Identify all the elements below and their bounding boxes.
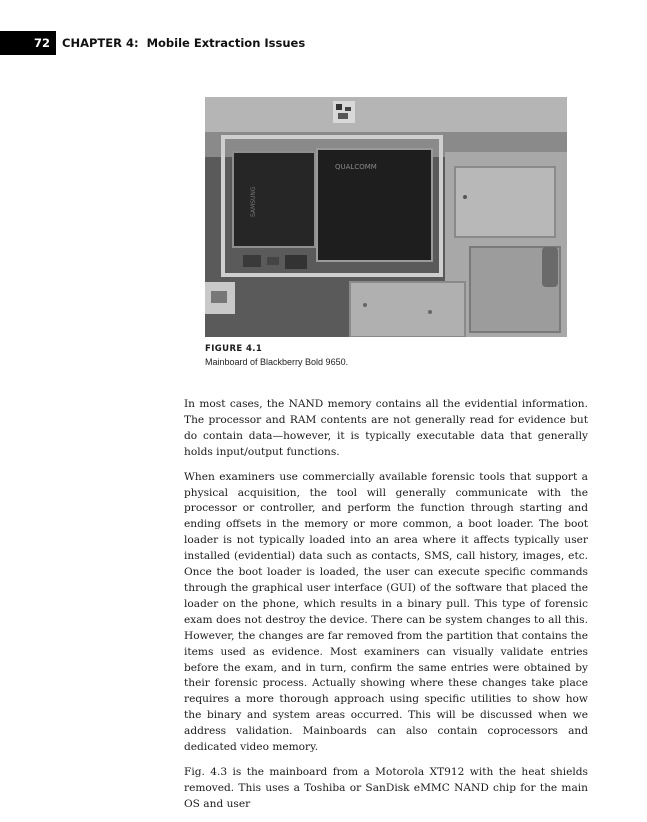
page-number: 72: [0, 31, 56, 55]
chip-label-samsung: SAMSUNG: [250, 186, 257, 217]
figure-label: FIGURE 4.1: [205, 344, 263, 354]
paragraph: Fig. 4.3 is the mainboard from a Motorola XT912 with the heat shields removed. This uses a Toshiba or SanDisk eMMC NAND chip for the main OS and user: [184, 765, 588, 810]
running-header: [62, 31, 305, 55]
body-text: [184, 397, 588, 822]
paragraph: When examiners use commercially available forensic tools that support a physical acquisition, the tool will generally communicate with the processor or controller, and perform the function through starting and ending offsets in the memory or more common, a boot loader. The boot loader is not typically loaded into an area where it affects typically user installed (evidential) data such as contacts, SMS, call history, images, etc. Once the boot loader is loaded, the user can execute specific commands through the graphical user interface (GUI) of the software that placed the loader on the phone, which results in a binary pull. This type of forensic exam does not destroy the device. There can be system changes to all this. However, the changes are far removed from the partition that contains the items used as evidence. Most examiners can visually validate entries before the exam, and in turn, confirm the same entries were obtained by their forensic process. Actually showing where these changes take place requires a more thorough approach using specific utilities to show how the binary and system areas occurred. This will be discussed when we address validation. Mainboards can also contain coprocessors and dedicated video memory.: [184, 470, 588, 754]
chapter-title: Mobile Extraction Issues: [146, 36, 306, 50]
chapter-number: CHAPTER 4:: [62, 36, 139, 50]
mainboard-photo: [205, 97, 567, 337]
paragraph: In most cases, the NAND memory contains all the evidential information. The processor and RAM contents are not generally read for evidence but do contain data—however, it is typically executable data that generally holds input/output functions.: [184, 398, 588, 458]
figure-caption: Mainboard of Blackberry Bold 9650.: [205, 357, 349, 367]
chip-label-qualcomm: QUALCOMM: [335, 163, 377, 171]
